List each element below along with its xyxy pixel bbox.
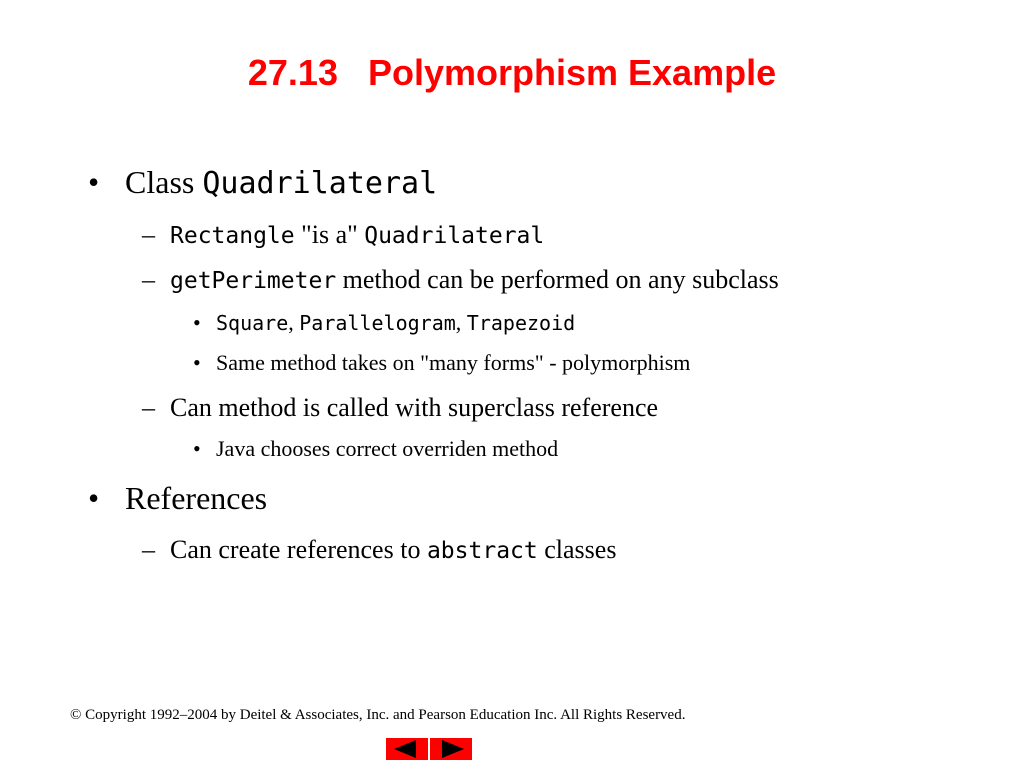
bullet-marker: •	[88, 480, 100, 516]
copyright-notice: © Copyright 1992–2004 by Deitel & Associates, Inc. and Pearson Education Inc. All Rights Reserved.	[70, 707, 686, 723]
bullet-marker: •	[88, 164, 100, 200]
bullet-text: method can be performed on any subclass	[336, 265, 779, 294]
code-text: Square	[216, 311, 289, 335]
bullet-text: Java chooses correct overriden method	[216, 436, 559, 461]
dash-marker: –	[142, 265, 155, 294]
slide-title: 27.13 Polymorphism Example	[247, 52, 777, 93]
next-slide-button[interactable]	[430, 738, 472, 760]
bullet-marker: •	[193, 310, 201, 335]
separator-text: ,	[455, 310, 467, 335]
dash-marker: –	[142, 220, 155, 249]
subbullet-getperimeter	[170, 265, 779, 295]
bullet-text: "is a"	[294, 220, 365, 249]
code-text: getPerimeter	[170, 268, 337, 294]
bullet-text: classes	[537, 535, 617, 564]
bullet-text: Can create references to	[170, 535, 427, 564]
bullet-class-quadrilateral	[125, 164, 437, 201]
bullet-marker: •	[193, 350, 201, 375]
subsubbullet-shapes	[216, 310, 575, 336]
bullet-references	[125, 480, 267, 517]
subbullet-rectangle	[170, 220, 544, 250]
previous-slide-icon	[386, 738, 428, 760]
code-text: abstract	[426, 538, 538, 564]
subsubbullet-many-forms	[216, 350, 690, 376]
bullet-text: References	[125, 480, 268, 516]
bullet-marker: •	[193, 436, 201, 461]
code-text: Rectangle	[170, 223, 295, 249]
code-text: Quadrilateral	[202, 166, 438, 201]
bullet-text: Can method is called with superclass reference	[170, 393, 659, 422]
subbullet-abstract-classes	[170, 535, 616, 565]
dash-marker: –	[142, 393, 155, 422]
code-text: Quadrilateral	[364, 223, 545, 249]
bullet-text: Class	[125, 164, 203, 200]
dash-marker: –	[142, 535, 155, 564]
code-text: Trapezoid	[466, 311, 576, 335]
next-slide-icon	[430, 738, 472, 760]
subbullet-superclass-reference	[170, 393, 658, 423]
subsubbullet-java-chooses	[216, 436, 558, 462]
bullet-text: Same method takes on "many forms" - polymorphism	[216, 350, 691, 375]
previous-slide-button[interactable]	[386, 738, 428, 760]
separator-text: ,	[288, 310, 300, 335]
code-text: Parallelogram	[299, 311, 456, 335]
